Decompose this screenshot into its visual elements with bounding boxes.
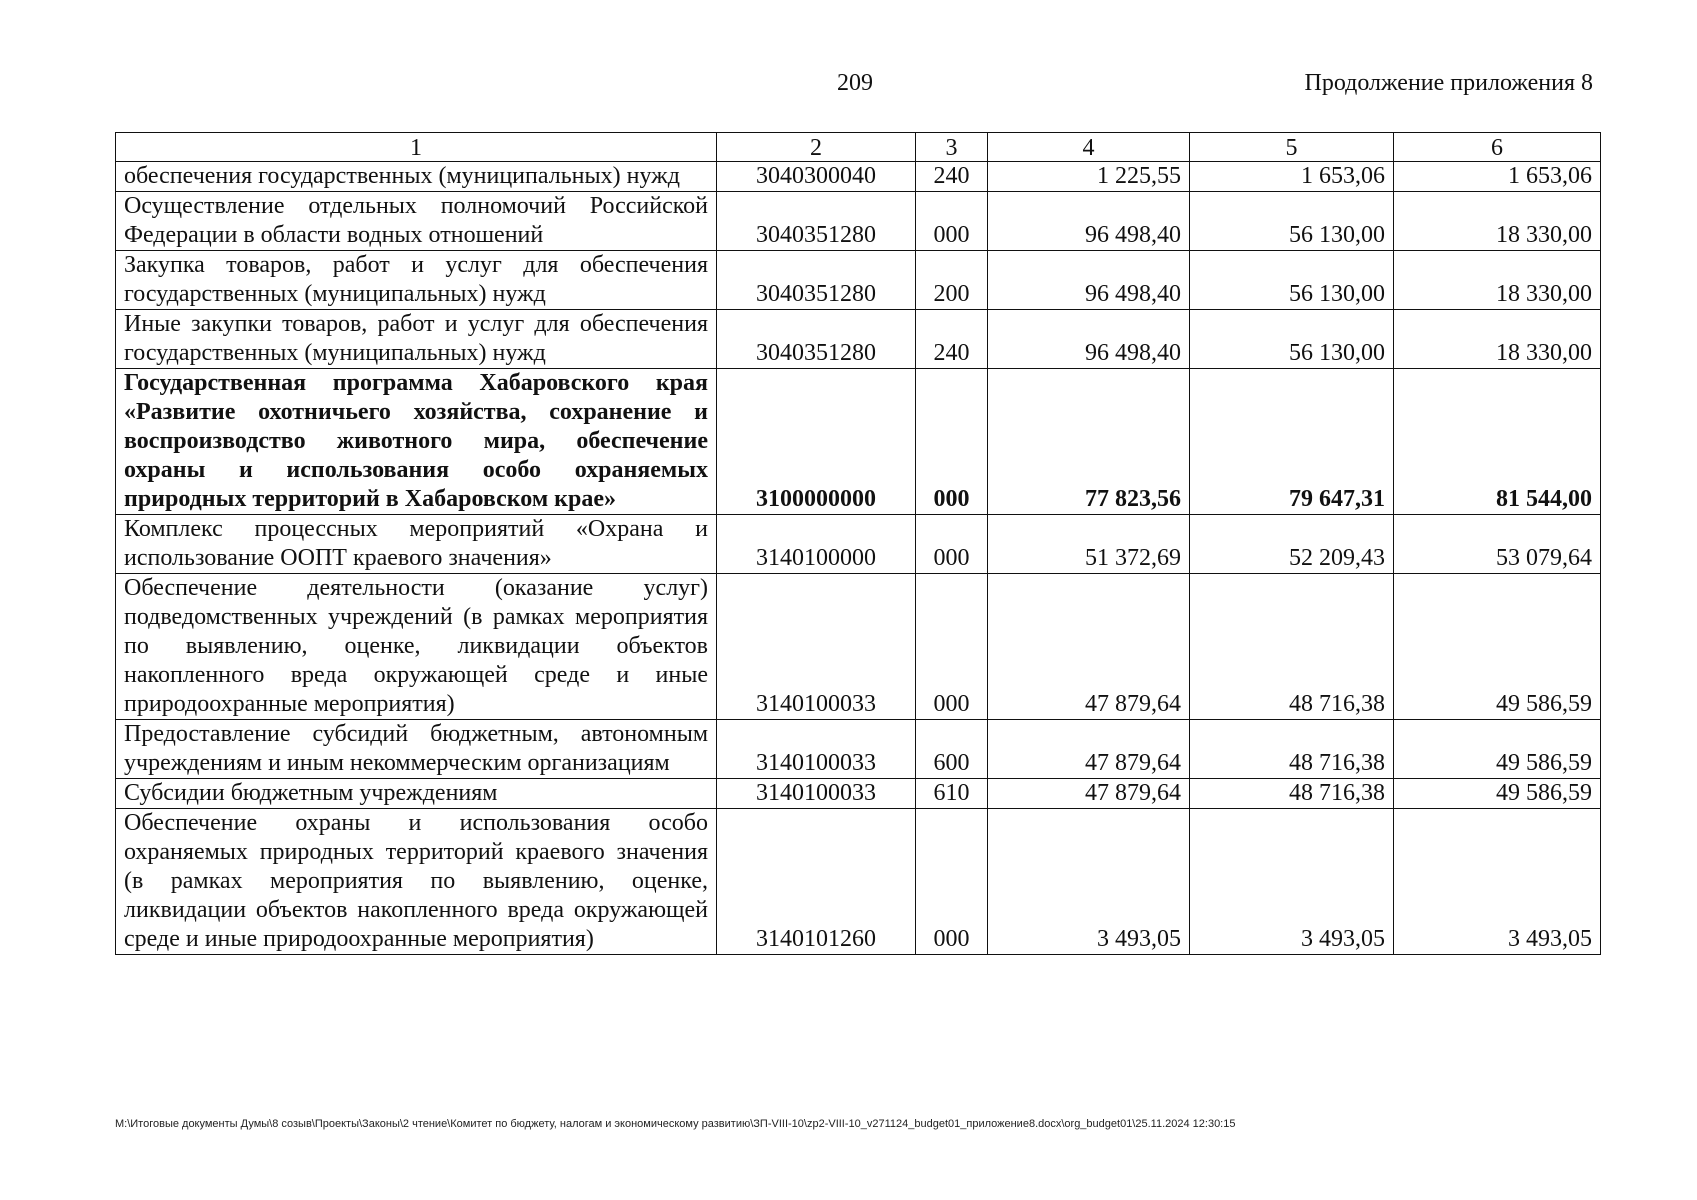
row-amount-2: 3 493,05	[1190, 809, 1394, 955]
row-amount-3: 49 586,59	[1394, 720, 1601, 779]
table-row	[116, 779, 1601, 809]
column-header: 1	[116, 133, 717, 162]
row-amount-2: 56 130,00	[1190, 310, 1394, 369]
row-amount-2: 48 716,38	[1190, 720, 1394, 779]
column-header: 3	[916, 133, 988, 162]
column-header: 2	[717, 133, 916, 162]
row-amount-1: 1 225,55	[988, 162, 1190, 192]
row-name: Субсидии бюджетным учреждениям	[116, 779, 717, 809]
row-amount-2: 48 716,38	[1190, 779, 1394, 809]
row-expense-type: 240	[916, 310, 988, 369]
row-expense-type: 240	[916, 162, 988, 192]
row-amount-2: 79 647,31	[1190, 369, 1394, 515]
row-amount-2: 48 716,38	[1190, 574, 1394, 720]
row-expense-type: 600	[916, 720, 988, 779]
table-row-program	[116, 369, 1601, 515]
row-code: 3040351280	[717, 310, 916, 369]
row-amount-3: 18 330,00	[1394, 251, 1601, 310]
row-amount-3: 81 544,00	[1394, 369, 1601, 515]
row-code: 3140100000	[717, 515, 916, 574]
table-row	[116, 310, 1601, 369]
row-name: Обеспечение деятельности (оказание услуг) подведомственных учреждений (в рамках мероприятия по выявлению, оценке, ликвидации объектов накопленного вреда окружающей среде и иные природоохранные мероприятия)	[116, 574, 717, 720]
row-name: обеспечения государственных (муниципальных) нужд	[116, 162, 717, 192]
row-expense-type: 000	[916, 809, 988, 955]
row-amount-1: 47 879,64	[988, 720, 1190, 779]
row-expense-type: 000	[916, 515, 988, 574]
row-name: Иные закупки товаров, работ и услуг для обеспечения государственных (муниципальных) нужд	[116, 310, 717, 369]
budget-table	[115, 132, 1601, 955]
row-amount-1: 47 879,64	[988, 574, 1190, 720]
row-name: Комплекс процессных мероприятий «Охрана и использование ООПТ краевого значения»	[116, 515, 717, 574]
row-amount-1: 51 372,69	[988, 515, 1190, 574]
table-row	[116, 192, 1601, 251]
row-amount-1: 3 493,05	[988, 809, 1190, 955]
table-row	[116, 162, 1601, 192]
row-code: 3040351280	[717, 192, 916, 251]
column-header: 4	[988, 133, 1190, 162]
header-row	[116, 133, 1601, 162]
row-name: Обеспечение охраны и использования особо охраняемых природных территорий краевого значения (в рамках мероприятия по выявлению, оценке, ликвидации объектов накопленного вреда окружающей среде и иные природоохранные мероприятия)	[116, 809, 717, 955]
table-body	[116, 162, 1601, 955]
row-name: Закупка товаров, работ и услуг для обеспечения государственных (муниципальных) нужд	[116, 251, 717, 310]
row-amount-1: 47 879,64	[988, 779, 1190, 809]
table-row	[116, 251, 1601, 310]
row-expense-type: 200	[916, 251, 988, 310]
column-header: 5	[1190, 133, 1394, 162]
row-amount-1: 96 498,40	[988, 192, 1190, 251]
table-row	[116, 574, 1601, 720]
table-row	[116, 515, 1601, 574]
row-expense-type: 000	[916, 574, 988, 720]
row-amount-3: 18 330,00	[1394, 310, 1601, 369]
document-path-footer: М:\Итоговые документы Думы\8 созыв\Проекты\Законы\2 чтение\Комитет по бюджету, налогам и экономическому развитию\ЗП-VIII-10\zp2-VIII-10_v271124_budget01_приложение8.docx\org_budget01\25.11.2024 12:30:15	[115, 1118, 1236, 1130]
row-code: 3140100033	[717, 779, 916, 809]
row-name: Предоставление субсидий бюджетным, автономным учреждениям и иным некоммерческим организациям	[116, 720, 717, 779]
row-name: Осуществление отдельных полномочий Российской Федерации в области водных отношений	[116, 192, 717, 251]
row-amount-3: 3 493,05	[1394, 809, 1601, 955]
row-amount-1: 77 823,56	[988, 369, 1190, 515]
row-code: 3040351280	[717, 251, 916, 310]
row-amount-3: 49 586,59	[1394, 574, 1601, 720]
row-code: 3100000000	[717, 369, 916, 515]
row-code: 3140100033	[717, 720, 916, 779]
row-amount-3: 1 653,06	[1394, 162, 1601, 192]
row-amount-1: 96 498,40	[988, 251, 1190, 310]
continuation-label: Продолжение приложения 8	[1304, 70, 1593, 96]
row-amount-3: 49 586,59	[1394, 779, 1601, 809]
page-number: 209	[837, 70, 873, 96]
row-code: 3140100033	[717, 574, 916, 720]
row-expense-type: 000	[916, 369, 988, 515]
row-expense-type: 610	[916, 779, 988, 809]
row-amount-2: 52 209,43	[1190, 515, 1394, 574]
row-amount-3: 18 330,00	[1394, 192, 1601, 251]
row-amount-1: 96 498,40	[988, 310, 1190, 369]
row-amount-3: 53 079,64	[1394, 515, 1601, 574]
row-expense-type: 000	[916, 192, 988, 251]
row-code: 3140101260	[717, 809, 916, 955]
row-amount-2: 56 130,00	[1190, 192, 1394, 251]
row-amount-2: 1 653,06	[1190, 162, 1394, 192]
table-row	[116, 809, 1601, 955]
row-amount-2: 56 130,00	[1190, 251, 1394, 310]
table-row	[116, 720, 1601, 779]
column-header: 6	[1394, 133, 1601, 162]
row-name: Государственная программа Хабаровского края «Развитие охотничьего хозяйства, сохранение и воспроизводство животного мира, обеспечение охраны и использования особо охраняемых природных территорий в Хабаровском крае»	[116, 369, 717, 515]
row-code: 3040300040	[717, 162, 916, 192]
